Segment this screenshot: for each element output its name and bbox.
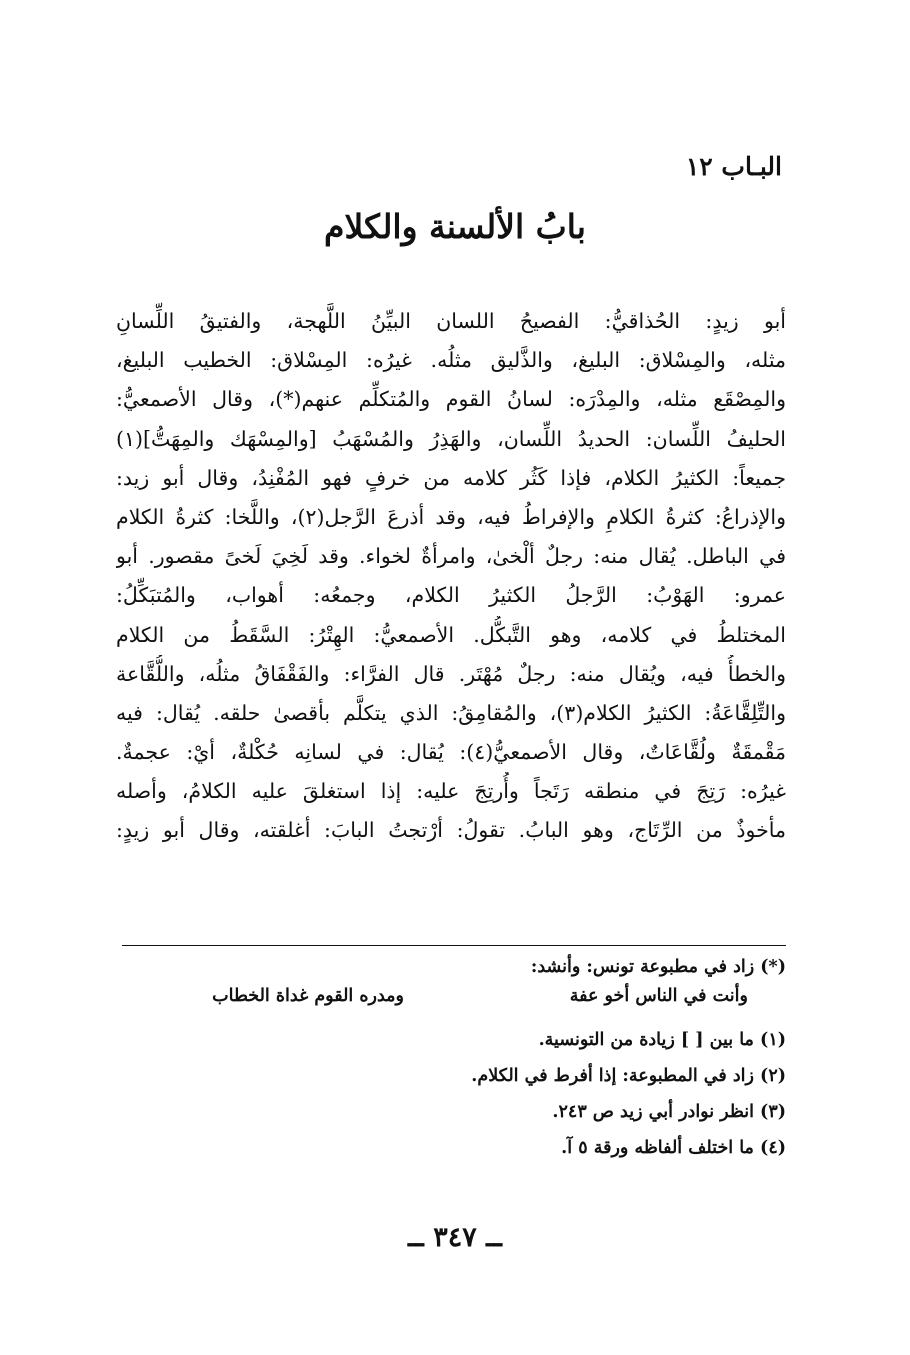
body-line: الحليفُ اللِّسان: الحديدُ اللِّسان، والهَذِرُ والمُسْهَبُ [والمِسْهَك والمِهَتُّ](١) [116,426,786,451]
verse-hemistich-second: ومدره القوم غداة الخطاب [212,986,404,1006]
body-line: مأخوذٌ من الرِّتَاج، وهو البابُ. تقولُ: أرْتجتُ البابَ: أغلقته، وقال أبو زيدٍ: [116,818,786,843]
footnote-4: (٤) ما اختلف ألفاظه ورقة ٥ آ. [561,1138,786,1158]
body-line: مثله، والمِسْلاق: البليغ، والذَّليق مثلُه. غيرُه: المِسْلاق: الخطيب البليغ، [116,348,786,373]
chapter-label: البـاب ١٢ [685,152,782,181]
body-line: المختلطُ في كلامه، وهو التَّبكُّل. الأصمعيُّ: الهِتْرُ: السَّقَطُ من الكلام [116,622,786,647]
footnote-verse [106,982,786,1022]
body-line: والخطأُ فيه، ويُقال منه: رجلٌ مُهْتَر. قال الفرَّاء: والفَقْفَاقُ مثلُه، واللُّقَّاعة [116,661,786,686]
footnote-2: (٢) زاد في المطبوعة: إذا أفرط في الكلام. [471,1066,786,1086]
body-line: والمِصْقَع مثله، والمِدْرَه: لسانُ القوم والمُتكلِّم عنهم(*)، وقال الأصمعيُّ: [116,387,786,412]
body-line: غيرُه: رَتِجَ في منطقه رَتَجاً وأُرتِجَ عليه: إذا استغلقَ عليه الكلامُ، وأصله [116,779,786,804]
footnote-1: (١) ما بين [ ] زيادة من التونسية. [538,1030,786,1050]
footnote-star: (*) زاد في مطبوعة تونس: وأنشد: [530,957,786,977]
body-line: والتِّلِقَّاعَةُ: الكثيرُ الكلام(٣)، والمُقامِقُ: الذي يتكلَّم بأقصىٰ حلقه. يُقال: فيه [116,700,786,725]
body-line: عمرو: الهَوْبُ: الرَّجلُ الكثيرُ الكلام، وجمعُه: أهواب، والمُتبَكِّلُ: [116,583,786,608]
chapter-title: بابُ الألسنة والكلام [324,207,586,246]
footnotes [106,952,786,1166]
body-line: والإذراعُ: كثرةُ الكلامِ والإفراطُ فيه، وقد أذرعَ الرَّجل(٢)، واللَّخا: كثرةُ الكلام [116,504,786,529]
footnote-divider [122,945,786,946]
page-number: ــ ٣٤٧ ــ [408,1222,502,1253]
footnote-3: (٣) انظر نوادر أبي زيد ص ٢٤٣. [552,1102,786,1122]
body-line: مَقْمقَةٌ ولُقَّاعَاتٌ، وقال الأصمعيُّ(٤): يُقال: في لسانِه حُكْلةٌ، أيْ: عجمةٌ. [116,740,786,765]
body-line: في الباطل. يُقال منه: رجلٌ ألْخىٰ، وامرأةٌ لخواء. وقد لَخِيَ لَخىً مقصور. أبو [116,544,786,569]
body-line: أبو زيدٍ: الحُذاقيُّ: الفصيحُ اللسان البيِّنُ اللَّهجة، والفتيقُ اللِّسانِ [116,309,786,333]
body-line: جميعاً: الكثيرُ الكلام، فإذا كَثُر كلامه من خرفٍ فهو المُفْنِدُ، وقال أبو زيد: [116,465,786,490]
body-text [116,302,786,851]
verse-hemistich-first: وأنت في الناس أخو عفة [569,986,748,1006]
